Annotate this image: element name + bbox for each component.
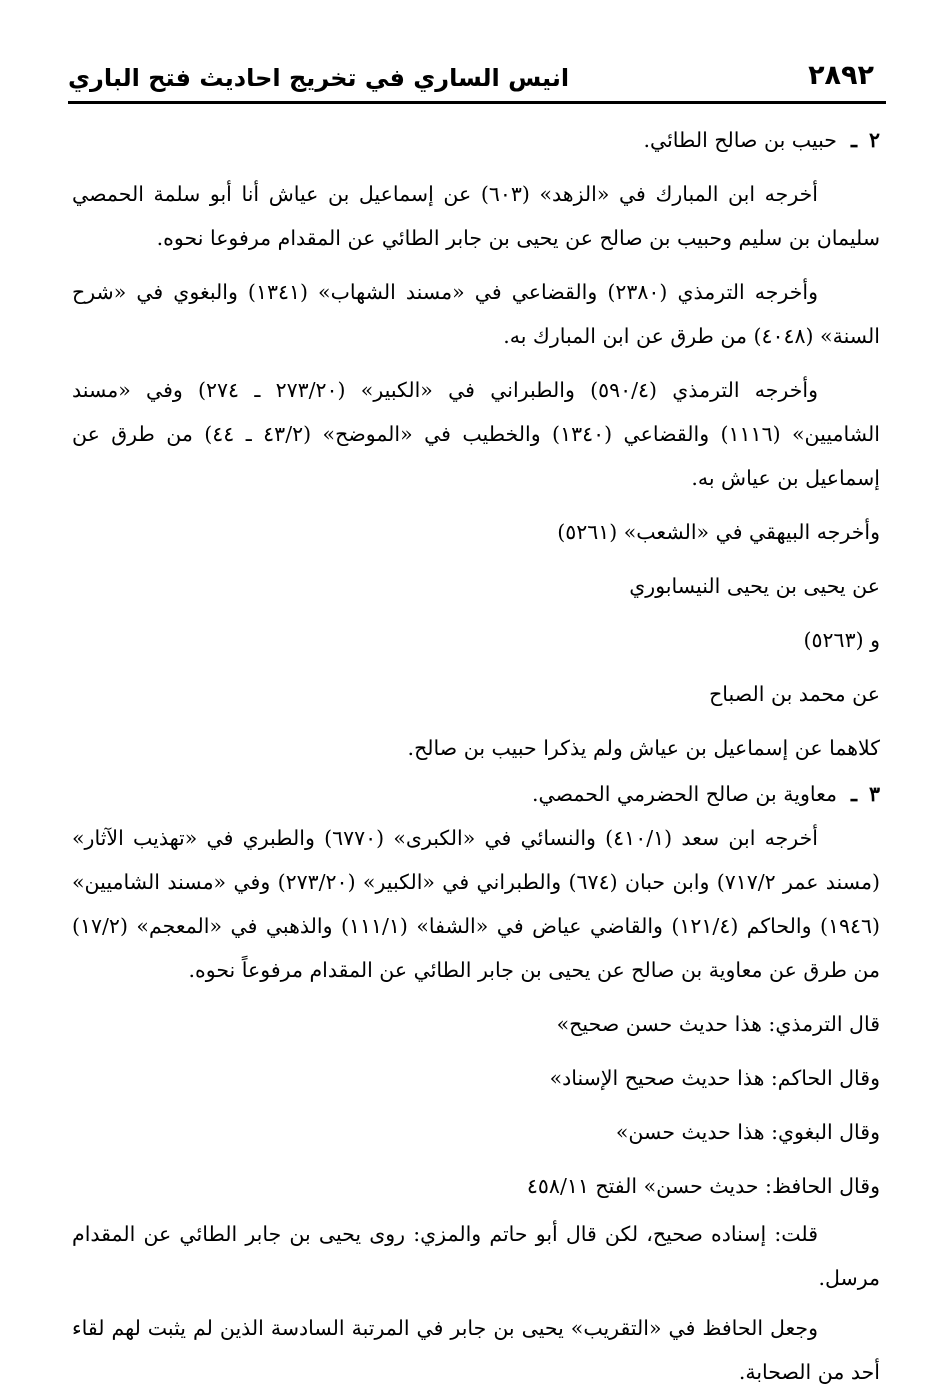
header-rule [68,101,886,104]
paragraph: قلت: إسناده صحيح، لكن قال أبو حاتم والمزي: روى يحيى بن جابر الطائي عن المقدام مرسل. [72,1222,880,1290]
item-dash: ـ [850,782,857,806]
quote-line: وقال البغوي: هذا حديث حسن» [615,1120,880,1144]
running-title: انيس الساري في تخريج احاديث فتح الباري [68,64,570,92]
item-title: معاوية بن صالح الحضرمي الحمصي. [532,782,837,806]
item-number: ٢ [868,128,880,152]
paragraph: عن يحيى بن يحيى النيسابوري [629,574,880,598]
paragraph: وأخرجه البيهقي في «الشعب» (٥٢٦١) [557,520,880,544]
item-dash: ـ [850,128,857,152]
quote-line: وقال الحافظ: حديث حسن» الفتح ٤٥٨/١١ [526,1174,880,1198]
paragraph: و (٥٢٦٣) [803,628,880,652]
paragraph: وجعل الحافظ في «التقريب» يحيى بن جابر في المرتبة السادسة الذين لم يثبت لهم لقاء أحد من الصحابة. [72,1316,880,1384]
paragraph: كلاهما عن إسماعيل بن عياش ولم يذكرا حبيب بن صالح. [407,736,880,760]
quote-line: قال الترمذي: هذا حديث حسن صحيح» [556,1012,880,1036]
paragraph: أخرجه ابن سعد (٤١٠/١) والنسائي في «الكبرى» (٦٧٧٠) والطبري في «تهذيب الآثار» (مسند عمر ٧١٧/٢) وابن حبان (٦٧٤) والطبراني في «الكبير» (٢٧٣/٢٠) وفي «مسند الشاميين» (١٩٤٦) والحاكم (١٢١/٤) والقاضي عياض في «الشفا» (١١١/١) والذهبي في «المعجم» (١٧/٢) من طرق عن معاوية بن صالح عن يحيى بن جابر الطائي عن المقدام مرفوعاً نحوه. [72,826,881,982]
page-header [68,58,886,98]
item-title: حبيب بن صالح الطائي. [643,128,837,152]
paragraph: عن محمد بن الصباح [709,682,880,706]
paragraph: وأخرجه الترمذي (٢٣٨٠) والقضاعي في «مسند الشهاب» (١٣٤١) والبغوي في «شرح السنة» (٤٠٤٨) من طرق عن ابن المبارك به. [72,280,880,348]
item-number: ٣ [868,782,880,806]
item-3-heading [72,772,880,816]
page-body [72,118,880,1394]
quote-line: وقال الحاكم: هذا حديث صحيح الإسناد» [549,1066,880,1090]
paragraph: أخرجه ابن المبارك في «الزهد» (٦٠٣) عن إسماعيل بن عياش أنا أبو سلمة الحمصي سليمان بن سليم وحبيب بن صالح عن يحيى بن جابر الطائي عن المقدام مرفوعا نحوه. [72,182,880,250]
paragraph: وأخرجه الترمذي (٥٩٠/٤) والطبراني في «الكبير» (٢٧٣/٢٠ ـ ٢٧٤) وفي «مسند الشاميين» (١١١٦) والقضاعي (١٣٤٠) والخطيب في «الموضح» (٤٣/٢ ـ ٤٤) من طرق عن إسماعيل بن عياش به. [72,378,880,490]
page-number: ٢٨٩٢ [808,60,874,91]
item-2-heading [72,118,880,162]
